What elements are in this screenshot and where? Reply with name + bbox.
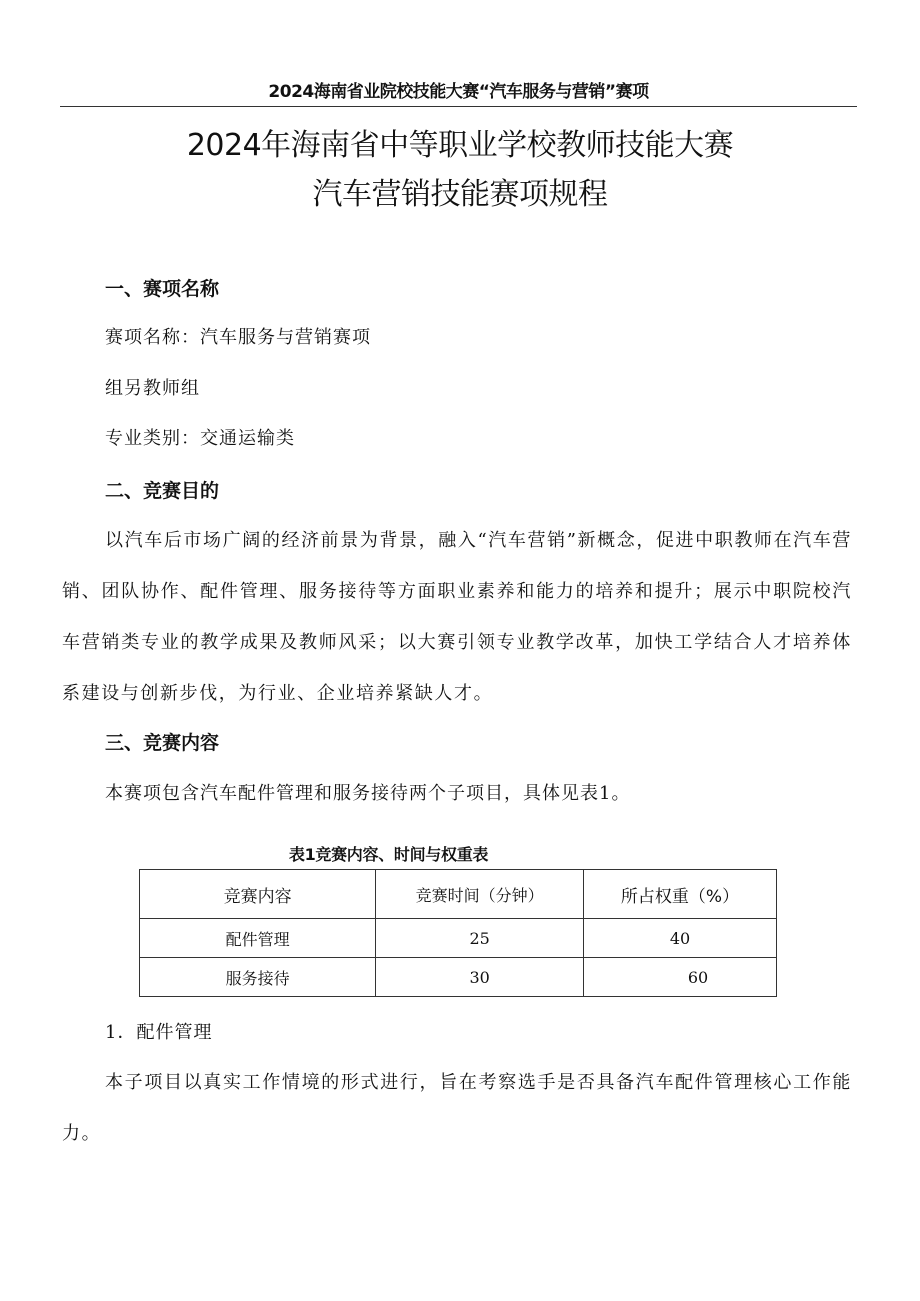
running-header: 2024海南省业院校技能大赛“汽车服务与营销”赛项 bbox=[268, 82, 649, 102]
table-cell: 服务接待 bbox=[140, 958, 376, 997]
table-cell: 40 bbox=[584, 919, 777, 958]
table-row bbox=[140, 958, 777, 997]
category-line: 专业类别：交通运输类 bbox=[105, 428, 295, 449]
subsection-1-paragraph: 本子项目以真实工作情境的形式进行，旨在考察选手是否具备汽车配件管理核心工作能力。 bbox=[62, 1072, 852, 1144]
document-title-line-2: 汽车营销技能赛项规程 bbox=[312, 177, 608, 212]
header-rule bbox=[60, 106, 857, 107]
section-2-heading: 二、竞赛目的 bbox=[105, 480, 220, 502]
competition-table bbox=[139, 869, 777, 997]
column-header-weight: 所占权重（%） bbox=[584, 870, 777, 919]
table-header-row bbox=[140, 870, 777, 919]
section-2-paragraph: 以汽车后市场广阔的经济前景为背景，融入“汽车营销”新概念，促进中职教师在汽车营销、团队协作、配件管理、服务接待等方面职业素养和能力的培养和提升；展示中职院校汽车营销类专业的教学成果及教师风采；以大赛引领专业教学改革，加快工学结合人才培养体系建设与创新步伐，为行业、企业培养紧缺人才。 bbox=[62, 530, 852, 704]
table-row bbox=[140, 919, 777, 958]
table-cell: 30 bbox=[376, 958, 584, 997]
event-name-line: 赛项名称：汽车服务与营销赛项 bbox=[105, 327, 371, 348]
subsection-1-heading: 1．配件管理 bbox=[105, 1022, 213, 1043]
column-header-time: 竞赛时间（分钟） bbox=[376, 870, 584, 919]
section-1-heading: 一、赛项名称 bbox=[105, 278, 220, 300]
section-3-intro: 本赛项包含汽车配件管理和服务接待两个子项目，具体见表1。 bbox=[105, 783, 631, 804]
section-3-heading: 三、竞赛内容 bbox=[105, 732, 220, 754]
table-caption: 表1竞赛内容、时间与权重表 bbox=[288, 845, 489, 864]
table-cell: 25 bbox=[376, 919, 584, 958]
table-cell: 60 bbox=[584, 958, 777, 997]
document-title-line-1: 2024年海南省中等职业学校教师技能大赛 bbox=[186, 128, 734, 163]
table-cell: 配件管理 bbox=[140, 919, 376, 958]
column-header-content: 竞赛内容 bbox=[140, 870, 376, 919]
group-line: 组另教师组 bbox=[105, 378, 200, 399]
